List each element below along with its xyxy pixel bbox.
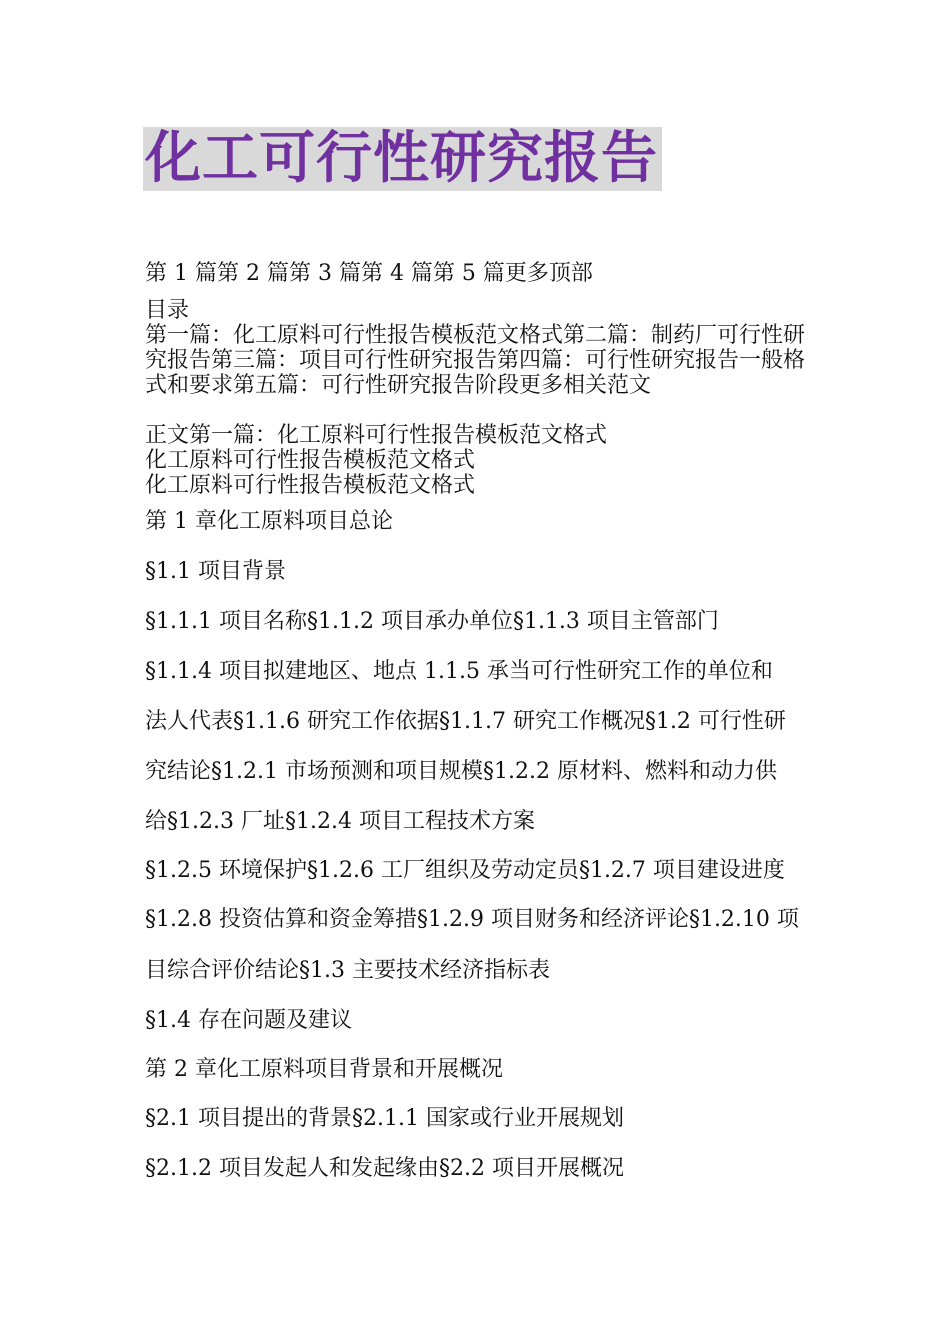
section-line: §1.4 存在问题及建议	[145, 1008, 352, 1033]
section-line: §1.2.5 环境保护§1.2.6 工厂组织及劳动定员§1.2.7 项目建设进度	[145, 858, 785, 883]
section-line: §2.1.2 项目发起人和发起缘由§2.2 项目开展概况	[145, 1156, 624, 1181]
section-line: §1.2.8 投资估算和资金筹措§1.2.9 项目财务和经济评论§1.2.10 项	[145, 907, 799, 932]
chapter-1-heading: 第 1 章化工原料项目总论	[145, 509, 393, 534]
section-line: 法人代表§1.1.6 研究工作依据§1.1.7 研究工作概况§1.2 可行性研	[145, 709, 786, 734]
section-nav-line: 第 1 篇第 2 篇第 3 篇第 4 篇第 5 篇更多顶部	[145, 261, 593, 286]
body-intro: 正文第一篇：化工原料可行性报告模板范文格式	[145, 423, 608, 448]
document-title: 化工可行性研究报告	[145, 126, 658, 191]
subtitle-2: 化工原料可行性报告模板范文格式	[145, 473, 476, 498]
section-line: 给§1.2.3 厂址§1.2.4 项目工程技术方案	[145, 809, 535, 834]
section-line: §2.1 项目提出的背景§2.1.1 国家或行业开展规划	[145, 1106, 624, 1131]
section-line: 究结论§1.2.1 市场预测和项目规模§1.2.2 原材料、燃料和动力供	[145, 759, 777, 784]
subtitle-1: 化工原料可行性报告模板范文格式	[145, 448, 476, 473]
toc-text: 第一篇：化工原料可行性报告模板范文格式第二篇：制药厂可行性研究报告第三篇：项目可行性研究报告第四篇：可行性研究报告一般格式和要求第五篇：可行性研究报告阶段更多相关范文	[145, 323, 806, 398]
section-line: §1.1.4 项目拟建地区、地点 1.1.5 承当可行性研究工作的单位和	[145, 659, 773, 684]
section-line: §1.1 项目背景	[145, 559, 286, 584]
chapter-2-heading: 第 2 章化工原料项目背景和开展概况	[145, 1057, 503, 1082]
section-line: 目综合评价结论§1.3 主要技术经济指标表	[145, 958, 550, 983]
section-line: §1.1.1 项目名称§1.1.2 项目承办单位§1.1.3 项目主管部门	[145, 609, 719, 634]
document-title-highlight	[143, 127, 662, 191]
toc-heading: 目录	[145, 298, 190, 323]
